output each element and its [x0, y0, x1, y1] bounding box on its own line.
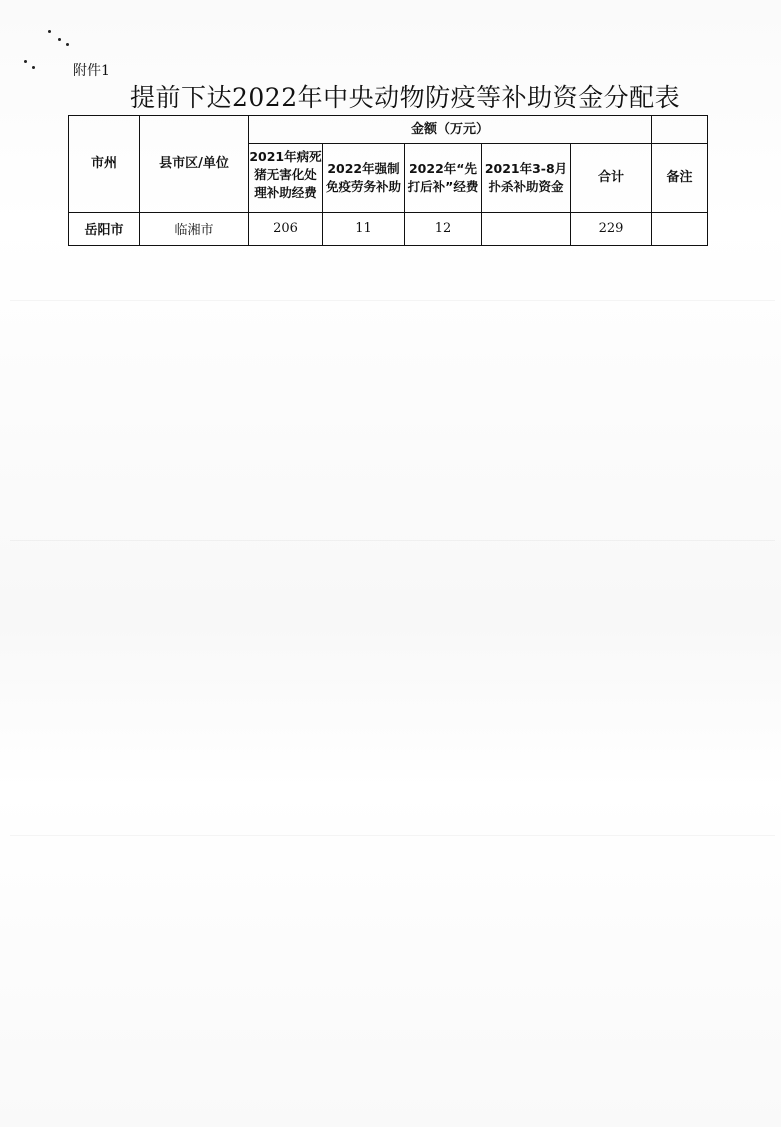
paper-crease: [10, 300, 775, 301]
cell-county: 临湘市: [140, 212, 249, 245]
header-amount-group: 金额（万元）: [249, 116, 652, 144]
cell-city: 岳阳市: [69, 212, 140, 245]
cell-2022-immunization: 11: [323, 212, 405, 245]
header-total: 合计: [571, 144, 652, 213]
cell-remarks: [652, 212, 708, 245]
header-remarks: 备注: [652, 144, 708, 213]
scan-speck: [24, 60, 27, 63]
header-2021-pig-disposal: [249, 144, 323, 213]
header-2022-first-fight: 2022年“先打后补”经费: [405, 144, 482, 213]
attachment-label: 附件1: [73, 63, 110, 79]
header-2021-pig-disposal-text: 2021年病死猪无害化处理补助经费: [249, 148, 322, 200]
header-row-group: [69, 116, 708, 144]
header-2021-culling: 2021年3-8月扑杀补助资金: [482, 144, 571, 213]
scan-speck: [48, 30, 51, 33]
header-county: 县市区/单位: [140, 116, 249, 213]
cell-total: 229: [571, 212, 652, 245]
header-city: 市州: [69, 116, 140, 213]
cell-2021-culling: [482, 212, 571, 245]
cell-2022-first-fight: 12: [405, 212, 482, 245]
cell-2021-pig-disposal: 206: [249, 212, 323, 245]
allocation-table: [68, 115, 708, 246]
scan-speck: [32, 66, 35, 69]
document-title: 提前下达2022年中央动物防疫等补助资金分配表: [130, 83, 681, 112]
scan-speck: [66, 43, 69, 46]
paper-crease: [10, 540, 775, 541]
header-2022-immunization: 2022年强制免疫劳务补助: [323, 144, 405, 213]
table-row: [69, 212, 708, 245]
header-blank-cell: [652, 116, 708, 144]
paper-crease: [10, 835, 775, 836]
scan-speck: [58, 38, 61, 41]
